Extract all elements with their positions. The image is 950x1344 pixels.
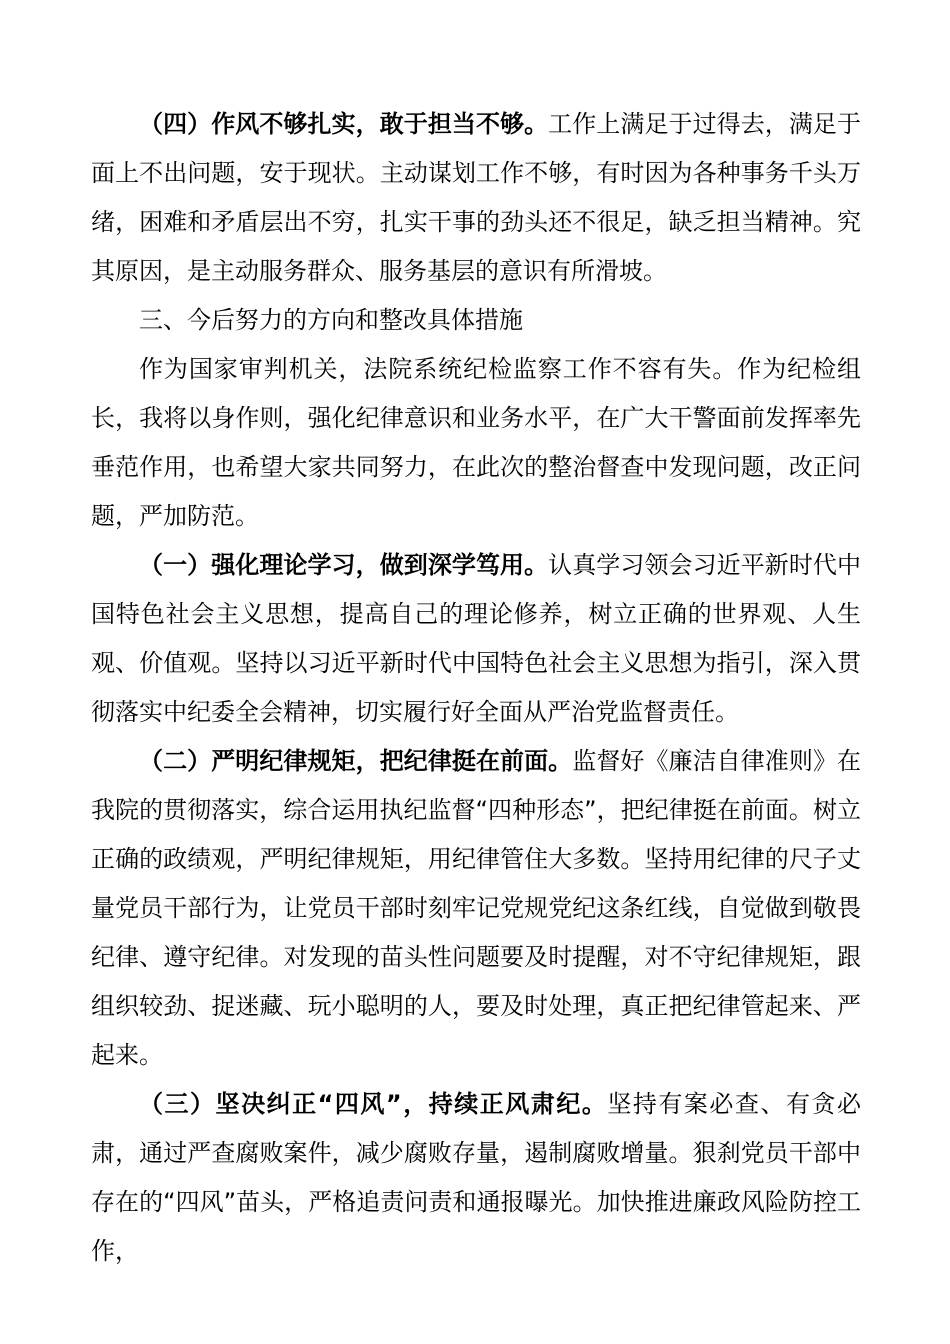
paragraph-measure-1 — [91, 541, 861, 737]
paragraph-heading: （三）坚决纠正“四风”，持续正风肃纪。 — [139, 1090, 608, 1118]
paragraph-text: 三、今后努力的方向和整改具体措施 — [139, 306, 523, 334]
paragraph-text: 坚持有案必查、有贪必肃，通过严查腐败案件，减少腐败存量，遏制腐败增量。狠刹党员干部中存在的“四风”苗头，严格追责问责和通报曝光。加快推进廉政风险防控工作， — [91, 1090, 862, 1265]
paragraph-measure-2 — [91, 737, 861, 1080]
paragraph-text: 工作上满足于过得去，满足于面上不出问题，安于现状。主动谋划工作不够，有时因为各种事务千头万绪，困难和矛盾层出不穷，扎实干事的劲头还不很足，缺乏担当精神。究其原因，是主动服务群众、服务基层的意识有所滑坡。 — [91, 110, 861, 285]
paragraph-section-4 — [91, 100, 861, 296]
paragraph-heading: （四）作风不够扎实，敢于担当不够。 — [139, 110, 549, 138]
paragraph-heading: （二）严明纪律规矩，把纪律挺在前面。 — [139, 747, 573, 775]
paragraph-text: 监督好《廉洁自律准则》在我院的贯彻落实，综合运用执纪监督“四种形态”，把纪律挺在前面。树立正确的政绩观，严明纪律规矩，用纪律管住大多数。坚持用纪律的尺子丈量党员干部行为，让党员干部时刻牢记党规党纪这条红线，自觉做到敬畏纪律、遵守纪律。对发现的苗头性问题要及时提醒，对不守纪律规矩，跟组织较劲、捉迷藏、玩小聪明的人，要及时处理，真正把纪律管起来、严起来。 — [91, 747, 862, 1069]
paragraph-text: 认真学习领会习近平新时代中国特色社会主义思想，提高自己的理论修养，树立正确的世界观、人生观、价值观。坚持以习近平新时代中国特色社会主义思想为指引，深入贯彻落实中纪委全会精神，切实履行好全面从严治党监督责任。 — [91, 551, 861, 726]
paragraph-measure-3 — [91, 1080, 861, 1276]
document-body — [91, 100, 861, 1276]
section-heading-3 — [91, 296, 861, 345]
paragraph-intro — [91, 345, 861, 541]
paragraph-text: 作为国家审判机关，法院系统纪检监察工作不容有失。作为纪检组长，我将以身作则，强化纪律意识和业务水平，在广大干警面前发挥率先垂范作用，也希望大家共同努力，在此次的整治督查中发现问题，改正问题，严加防范。 — [91, 355, 861, 530]
paragraph-heading: （一）强化理论学习，做到深学笃用。 — [139, 551, 549, 579]
